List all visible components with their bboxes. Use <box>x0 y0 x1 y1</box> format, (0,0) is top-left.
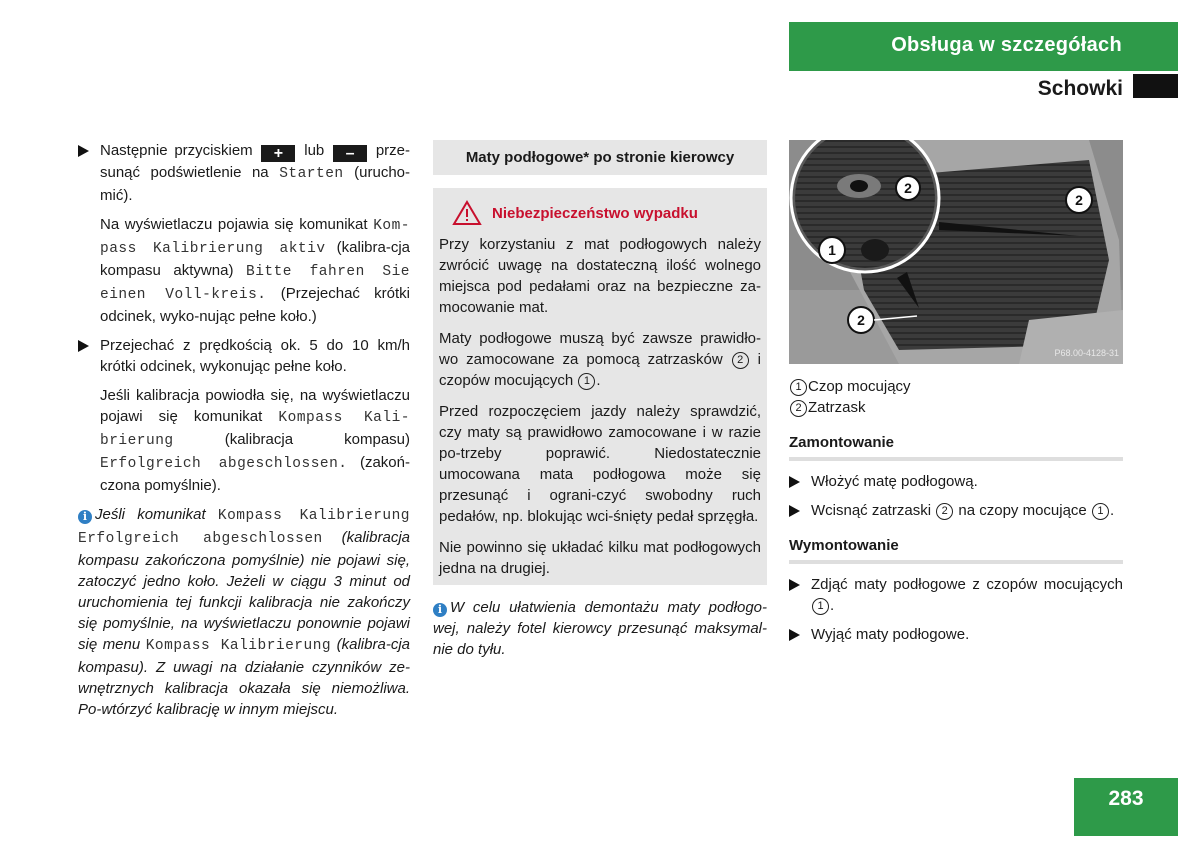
display-message: Kompass Kalibrierung Erfolgreich abgeschlossen <box>78 508 411 547</box>
instruction-step: Zdjąć maty podłogowe z czopów mocujących 1 . <box>789 574 1123 616</box>
info-note: i W celu ułatwienia demontażu maty podłogo-wej, należy fotel kierowcy przesunąć maksymal-nie do tyłu. <box>433 599 767 658</box>
subsection-title: Schowki <box>1037 77 1123 100</box>
warning-box <box>433 188 767 585</box>
display-message: Kom-pass Kalibrierung aktiv <box>100 218 410 257</box>
callout-number: 2 <box>790 400 807 417</box>
callout-number: 1 <box>1092 503 1109 520</box>
result-paragraph: Na wyświetlaczu pojawia się komunikat Kom-pass Kalibrierung aktiv (kalibra-cja kompasu aktywna) Bitte fahren Sie einen Voll-kreis. (Przejechać krótki odcinek, wyko-nując pełne koło.) <box>100 216 411 325</box>
bullet-arrow-icon <box>789 505 800 517</box>
instruction-step: Przejechać z prędkością ok. 5 do 10 km/h krótki odcinek, wykonując pełne koło. <box>78 335 410 377</box>
bullet-arrow-icon <box>78 340 89 352</box>
info-icon: i <box>433 603 447 617</box>
page-number-box <box>1074 778 1178 836</box>
removal-heading: Wymontowanie <box>789 535 1123 564</box>
subsection-marker <box>1133 74 1178 98</box>
instruction-step: Włożyć matę podłogową. <box>789 471 1123 492</box>
warning-triangle-icon <box>452 200 482 226</box>
column-middle <box>433 140 767 660</box>
bullet-arrow-icon <box>789 476 800 488</box>
callout-number: 2 <box>936 503 953 520</box>
minus-key-icon: – <box>333 145 367 162</box>
bullet-arrow-icon <box>789 579 800 591</box>
warning-paragraph: Przed rozpoczęciem jazdy należy sprawdzić, czy maty są prawidłowo zamocowane i w razie po-trzeby poprawić. Niedostatecznie umocowana mata podłogowa może się przesunąć i ograni-czyć swobodny ruch pedałów, np. blokując wci-śnięty pedał sprzęgła. <box>439 403 761 525</box>
bullet-arrow-icon <box>789 629 800 641</box>
legend-item: 2 Zatrzask <box>789 397 1123 418</box>
plus-key-icon: + <box>261 145 295 162</box>
svg-text:1: 1 <box>828 242 836 258</box>
display-message: Erfolgreich abgeschlossen. <box>100 456 348 472</box>
info-icon: i <box>78 510 92 524</box>
callout-number: 1 <box>578 373 595 390</box>
callout-1 <box>819 237 845 263</box>
callout-2-right <box>1066 187 1092 213</box>
column-right <box>789 140 1123 653</box>
result-paragraph: Jeśli kalibracja powiodła się, na wyświetlaczu pojawi się komunikat Kompass Kali-brierung (kalibracja kompasu) Erfolgreich abgeschlossen. (zakoń-czona pomyślnie). <box>100 387 410 494</box>
bullet-arrow-icon <box>78 145 89 157</box>
legend-item: 1 Czop mocujący <box>789 376 1123 397</box>
instruction-step: Wcisnąć zatrzaski 2 na czopy mocujące 1 . <box>789 500 1123 521</box>
section-header-bar <box>789 22 1178 71</box>
callout-2-lower <box>848 307 874 333</box>
warning-paragraph: Nie powinno się układać kilku mat podłogowych jedna na drugiej. <box>439 539 761 577</box>
display-message: Kompass Kali-brierung <box>100 410 410 449</box>
svg-text:2: 2 <box>904 180 912 196</box>
svg-text:2: 2 <box>1075 192 1083 208</box>
warning-paragraph: Przy korzystaniu z mat podłogowych należy zwrócić uwagę na dostateczną ilość wolnego miejsca pod pedałami oraz na bezpieczne za-mocowanie mat. <box>439 236 761 316</box>
section-title: Obsługa w szczegółach <box>891 34 1122 56</box>
instruction-step: Wyjąć maty podłogowe. <box>789 624 1123 645</box>
figure-legend <box>789 376 1123 418</box>
callout-number: 2 <box>732 352 749 369</box>
display-message: Kompass Kalibrierung <box>145 638 332 654</box>
warning-paragraph: Maty podłogowe muszą być zawsze prawidło-wo zamocowane za pomocą zatrzasków 2 i czopów mocujących 1 . <box>439 330 761 389</box>
info-note: i Jeśli komunikat Kompass Kalibrierung Erfolgreich abgeschlossen (kalibracja kompasu zakończona pomyślnie) nie pojawi się, zatoczyć jedno koło. Jeżeli w ciągu 3 minut od uruchomienia tej funkcji kalibracja nie zakończy się pomyślnie, na wyświetlaczu ponownie pojawi się menu Kompass Kalibrierung (kalibra-cja kompasu). Z uwagi na działanie czynników ze-wnętrznych kalibracja okazała się niemożliwa. Po-wtórzyć kalibrację w innym miejscu. <box>78 506 411 718</box>
svg-text:2: 2 <box>857 312 865 328</box>
instruction-step: Następnie przyciskiem + lub – prze-sunąć podświetlenie na Starten (urucho-mić). <box>78 140 410 206</box>
display-message: Bitte fahren Sie einen Voll-kreis. <box>100 264 410 303</box>
mounting-heading: Zamontowanie <box>789 432 1123 461</box>
floor-mat-photo <box>789 140 1123 364</box>
image-code: P68.00-4128-31 <box>1054 348 1119 358</box>
callout-number: 1 <box>812 598 829 615</box>
page-number: 283 <box>1108 787 1144 810</box>
section-heading: Maty podłogowe* po stronie kierowcy <box>433 140 767 175</box>
column-left <box>78 140 410 720</box>
callout-2-upper <box>896 176 920 200</box>
callout-number: 1 <box>790 379 807 396</box>
warning-heading: Niebezpieczeństwo wypadku <box>452 200 761 226</box>
display-message: Starten <box>279 166 344 182</box>
